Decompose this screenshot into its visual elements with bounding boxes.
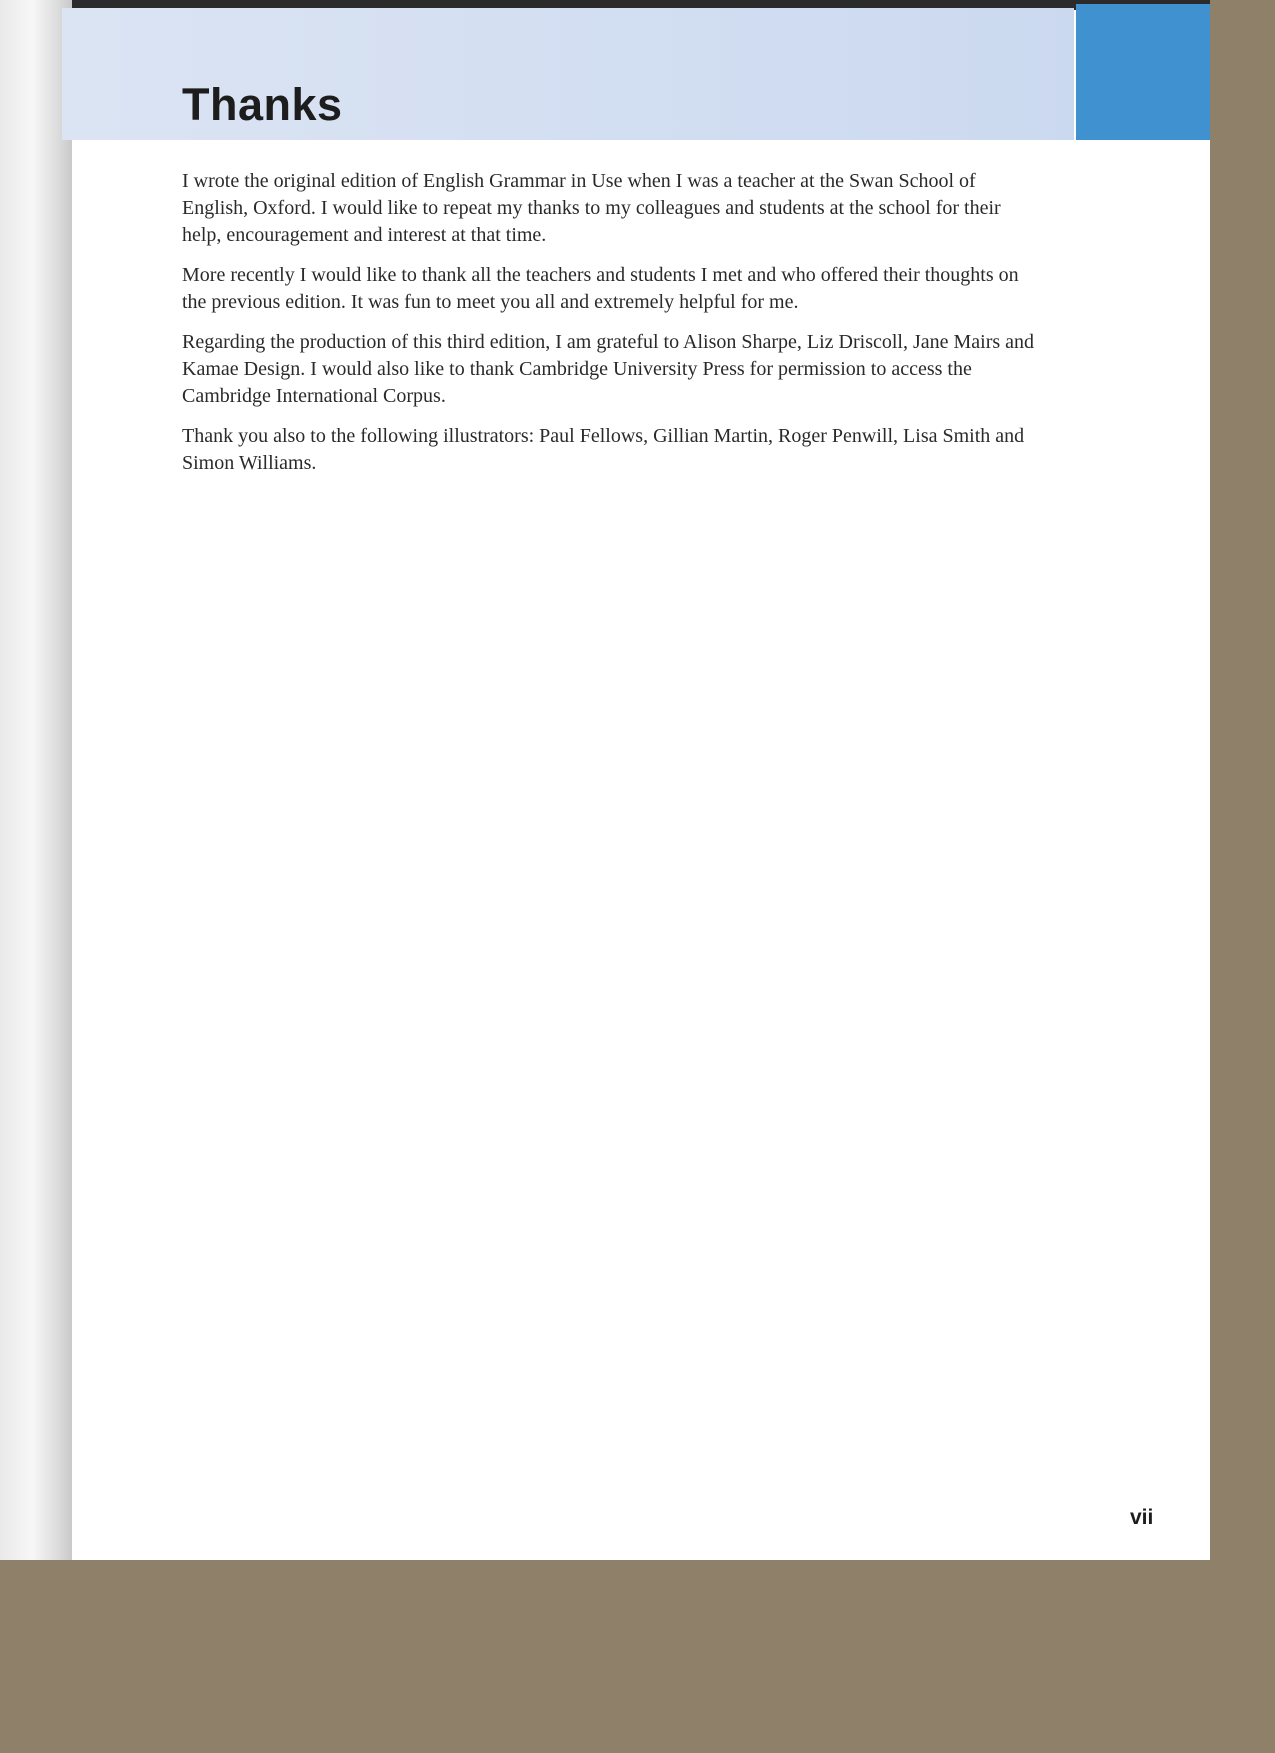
binding-shadow [0, 0, 72, 1560]
page-number: vii [1130, 1506, 1154, 1529]
body-text [182, 168, 1042, 490]
paragraph-2: More recently I would like to thank all the teachers and students I met and who offered their thoughts on the previous edition. It was fun to meet you all and extremely helpful for me. [182, 264, 1019, 313]
page-title: Thanks [182, 79, 343, 130]
paragraph-4: Thank you also to the following illustrators: Paul Fellows, Gillian Martin, Roger Penwill, Lisa Smith and Simon Williams. [182, 425, 1025, 474]
paragraph-1: I wrote the original edition of English Grammar in Use when I was a teacher at the Swan School of English, Oxford. I would like to repeat my thanks to my colleagues and students at the school for their help, encouragement and interest at that time. [182, 170, 1001, 246]
header-color-tab [1076, 4, 1210, 140]
paragraph-3: Regarding the production of this third edition, I am grateful to Alison Sharpe, Liz Driscoll, Jane Mairs and Kamae Design. I would also like to thank Cambridge University Press for permission to access the Cambridge International Corpus. [182, 331, 1035, 407]
